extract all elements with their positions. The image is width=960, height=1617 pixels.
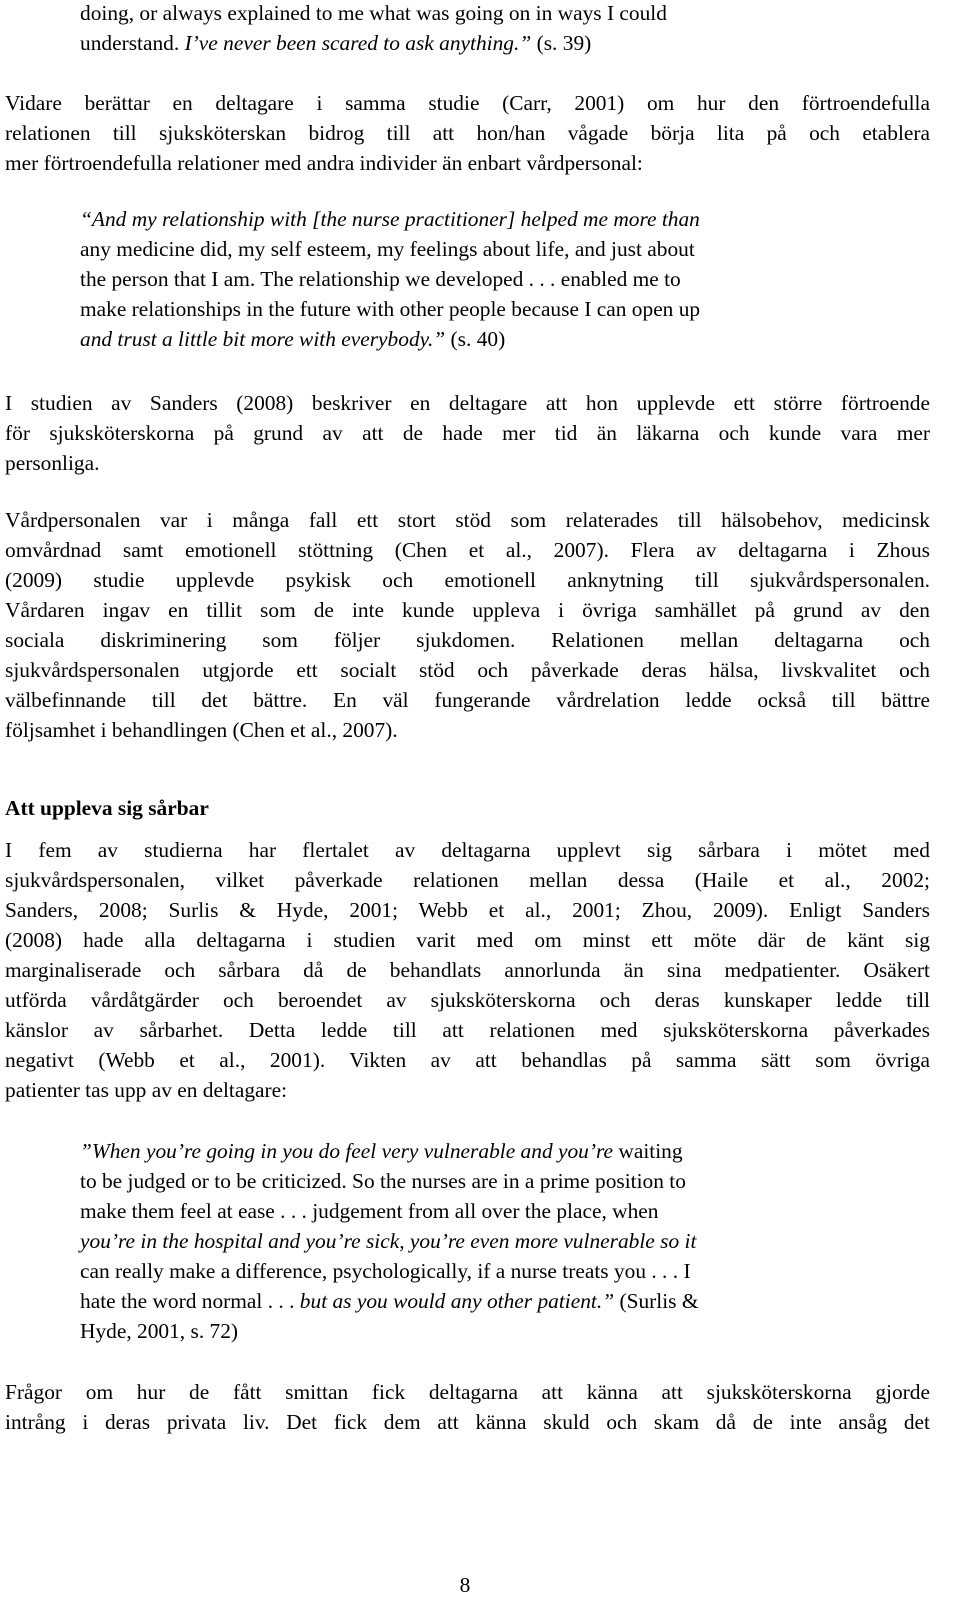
text-line: ”When you’re going in you do feel very vulnerable and you’re waiting [80,1139,683,1163]
text-line: (2008) hade alla deltagarna i studien varit med om minst ett möte där de känt sig [5,928,930,952]
text-line: can really make a difference, psychologically, if a nurse treats you . . . I [80,1259,691,1283]
text-line: mer förtroendefulla relationer med andra individer än enbart vårdpersonal: [5,151,643,175]
text-line: sociala diskriminering som följer sjukdomen. Relationen mellan deltagarna och [5,628,930,652]
text-line: hate the word normal . . . but as you would any other patient.” (Surlis & [80,1289,699,1313]
text-line: Vårdpersonalen var i många fall ett stort stöd som relaterades till hälsobehov, medicinsk [5,508,930,532]
text-line: utförda vårdåtgärder och beroendet av sjuksköterskorna och deras kunskaper ledde till [5,988,930,1012]
text-line: Sanders, 2008; Surlis & Hyde, 2001; Webb et al., 2001; Zhou, 2009). Enligt Sanders [5,898,930,922]
text-line: omvårdnad samt emotionell stöttning (Chen et al., 2007). Flera av deltagarna i Zhous [5,538,930,562]
text-line: and trust a little bit more with everybody.” (s. 40) [80,327,506,351]
text-line: negativt (Webb et al., 2001). Vikten av att behandlas på samma sätt som övriga [5,1048,930,1072]
paragraph-carr [5,88,930,178]
text-line: sjukvårdspersonalen, vilket påverkade relationen mellan dessa (Haile et al., 2002; [5,868,930,892]
text-line: make relationships in the future with other people because I can open up [80,297,701,321]
text-line: för sjuksköterskorna på grund av att de hade mer tid än läkarna och kunde vara mer [5,421,930,445]
paragraph-fragor [5,1377,930,1437]
paragraph-sarbar [5,835,930,1105]
text-line: relationen till sjuksköterskan bidrog till att hon/han vågade börja lita på och etablera [5,121,930,145]
text-line: understand. I’ve never been scared to ask anything.” (s. 39) [80,31,592,55]
text-line: välbefinnande till det bättre. En väl fungerande vårdrelation ledde också till bättre [5,688,930,712]
block-quote-carr [80,204,850,354]
text-line: Hyde, 2001, s. 72) [80,1319,239,1343]
text-line: I studien av Sanders (2008) beskriver en deltagare att hon upplevde ett större förtroende [5,391,930,415]
text-line: (2009) studie upplevde psykisk och emotionell anknytning till sjukvårdspersonalen. [5,568,930,592]
text-line: “And my relationship with [the nurse practitioner] helped me more than [80,207,700,231]
page-number: 8 [459,1573,471,1597]
text-line: Frågor om hur de fått smittan fick deltagarna att känna att sjuksköterskorna gjorde [5,1380,930,1404]
text-line: the person that I am. The relationship we developed . . . enabled me to [80,267,681,291]
paragraph-vardpersonal [5,505,930,745]
text-line: sjukvårdspersonalen utgjorde ett socialt stöd och påverkade deras hälsa, livskvalitet och [5,658,930,682]
text-line: känslor av sårbarhet. Detta ledde till att relationen med sjuksköterskorna påverkades [5,1018,930,1042]
text-line: patienter tas upp av en deltagare: [5,1078,288,1102]
text-line: I fem av studierna har flertalet av deltagarna upplevt sig sårbara i mötet med [5,838,930,862]
block-quote-surlis [80,1136,850,1346]
text-line: följsamhet i behandlingen (Chen et al., 2007). [5,718,398,742]
text-line: any medicine did, my self esteem, my feelings about life, and just about [80,237,695,261]
text-line: make them feel at ease . . . judgement from all over the place, when [80,1199,659,1223]
quote-continuation [80,0,850,58]
text-line: Vidare berättar en deltagare i samma studie (Carr, 2001) om hur den förtroendefulla [5,91,930,115]
section-heading: Att uppleva sig sårbar [5,796,209,820]
text-line: marginaliserade och sårbara då de behandlats annorlunda än sina medpatienter. Osäkert [5,958,930,982]
text-line: doing, or always explained to me what was going on in ways I could [80,1,667,25]
text-line: Vårdaren ingav en tillit som de inte kunde uppleva i övriga samhället på grund av den [5,598,930,622]
text-line: personliga. [5,451,100,475]
text-line: to be judged or to be criticized. So the nurses are in a prime position to [80,1169,686,1193]
paragraph-sanders [5,388,930,478]
text-line: you’re in the hospital and you’re sick, you’re even more vulnerable so it [80,1229,697,1253]
text-line: intrång i deras privata liv. Det fick dem att känna skuld och skam då de inte ansåg det [5,1410,930,1434]
